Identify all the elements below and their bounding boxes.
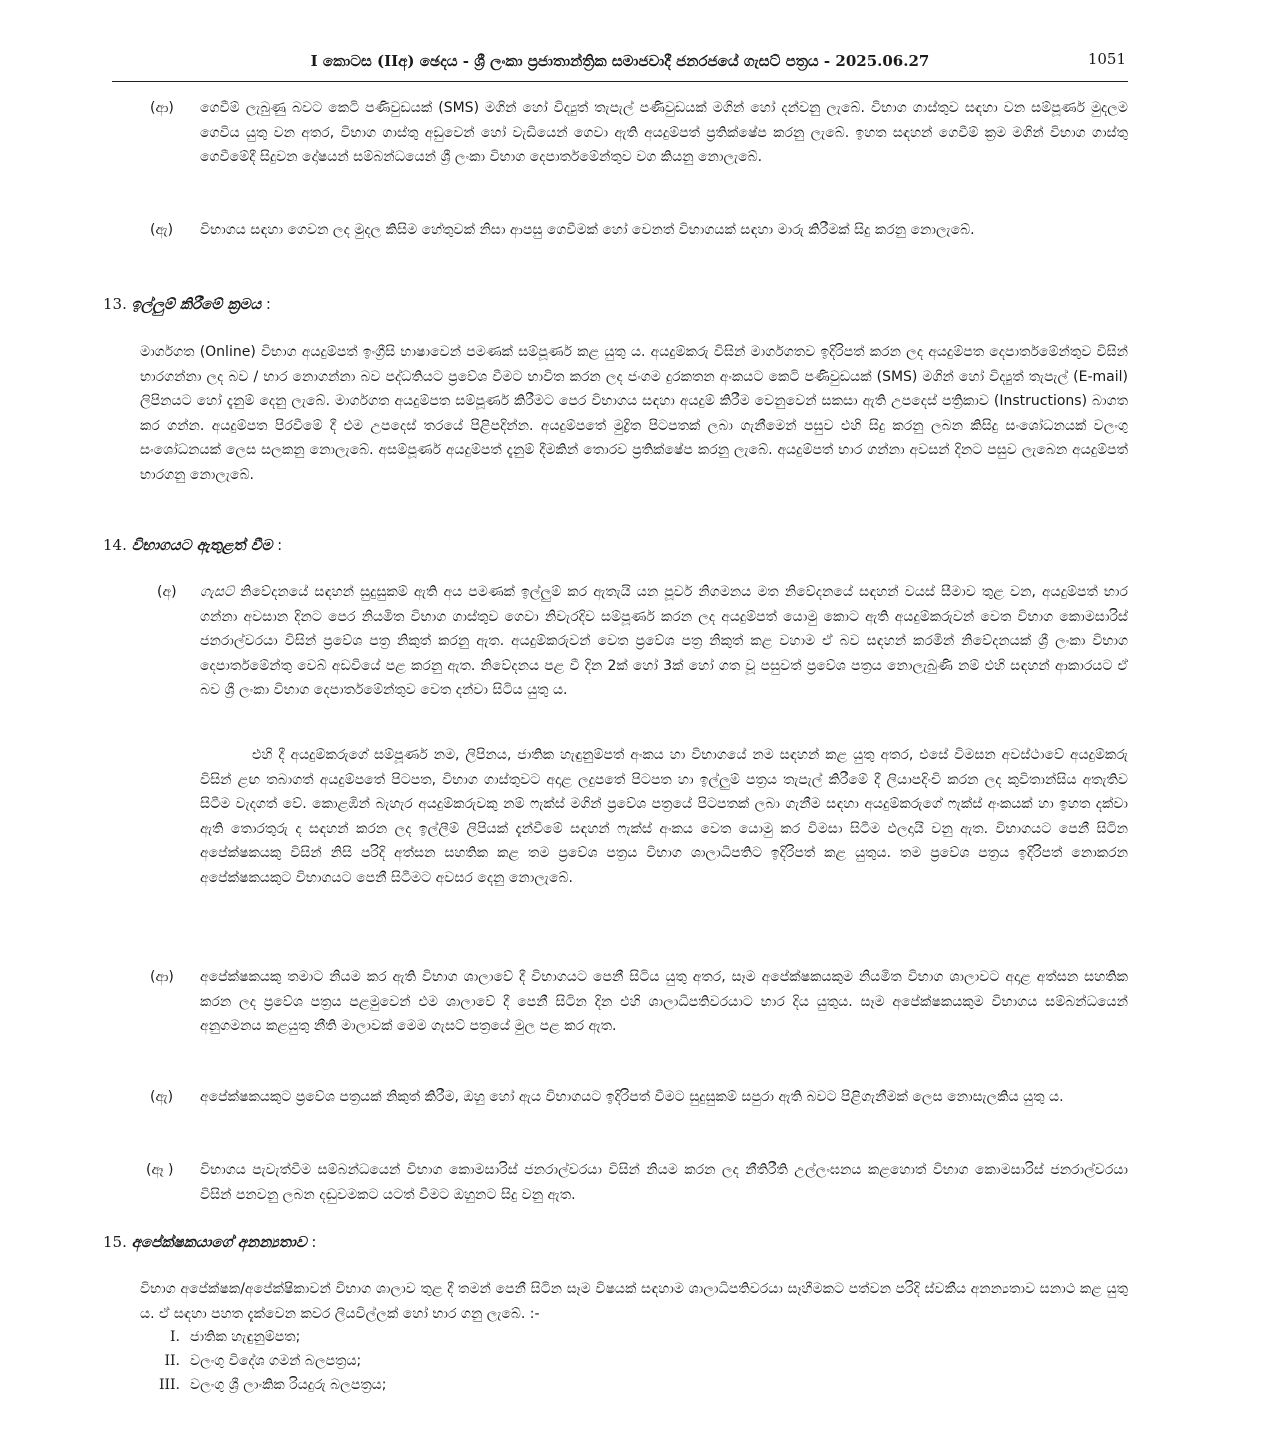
page-number: 1051 [1087, 50, 1126, 68]
section-suffix: : [272, 536, 283, 554]
item-marker: (ඇ) [150, 222, 174, 238]
section-suffix: : [261, 295, 271, 313]
section-title: අපේක්ෂකයාගේ අනන්‍යතාව [131, 1233, 307, 1251]
paragraph [200, 96, 1128, 170]
gazette-word: ගැසට් [200, 584, 241, 600]
section-suffix: : [306, 1233, 317, 1251]
section-title: ඉල්ලුම් කිරීමේ ක්‍රමය [131, 295, 262, 313]
section-15-heading [103, 1230, 316, 1254]
section-15-body [140, 1277, 1128, 1326]
list-text: වලංගු විදේශ ගමන් බලපත්‍රය; [190, 1353, 362, 1369]
item-marker: (ඇ) [150, 1089, 174, 1105]
paragraph-text: ගෙවීම් ලැබුණු බවට කෙටි පණිවුඩයක් (SMS) මගින් හෝ විද්‍යුත් තැපැල් පණිවුඩයක් මගින් හෝ දන්වනු ලැබේ. විභාග ගාස්තුව සඳහා වන සම්පූර්ණ මුදලම ගෙවිය යුතු වන අතර, විභාග ගාස්තු අඩුවෙන් හෝ වැඩියෙන් ගෙවා ඇති අයදුම්පත් ප්‍රතික්ෂේප කරනු ලැබේ. ඉහත සඳහන් ගෙවීම් ක්‍රම මගින් විභාග ගාස්තු ගෙවීමේදී සිදුවන දෝෂයන් සම්බන්ධයෙන් ශ්‍රී ලංකා විභාග දෙපාර්තමේන්තුව වග කියනු නොලැබේ. [200, 100, 1128, 166]
paragraph-text: විභාග අපේක්ෂක/අපේක්ෂිකාවන් විභාග ශාලාව තුළ දී තමන් පෙනී සිටින සෑම විෂයක් සඳහාම ශාලාධිපතිවරයා සෑහීමකට පත්වන පරිදි ස්වකීය අනන්‍යතාව සනාථ කළ යුතු ය. ඒ සඳහා පහත දැක්වෙන කවර ලියවිල්ලක් හෝ භාර ගනු ලැබේ. :- [140, 1281, 1128, 1322]
list-item [140, 1373, 640, 1397]
section-number: 13. [103, 295, 127, 313]
section-number: 14. [103, 536, 127, 554]
list-text: ජාතික හැඳුනුම්පත; [190, 1329, 301, 1345]
header-rule [112, 81, 1128, 82]
paragraph-text: නිවේදනයේ සඳහන් සුදුසුකම් ඇති අය පමණක් ඉල්ලුම් කර ඇතැයි යන පූර්ව නිගමනය මත නිවේදනයේ සඳහන් වයස් සීමාව තුළ වන, අයදුම්පත් භාර ගන්නා අවසාන දිනට පෙර නියමිත විභාග ගාස්තුව ගෙවා නිවැරදිව සම්පූර්ණ කරන ලද අයදුම්පත් යොමු කොට ඇති අයදුම්කරුවන් වෙත විභාග කොමසාරිස් ජනරාල්වරයා විසින් ප්‍රවේශ පත්‍ර නිකුත් කරනු ඇත. අයදුම්කරුවන් වෙත ප්‍රවේශ පත්‍ර නිකුත් කළ වහාම ඒ බව සඳහන් කරමින් නිවේදනයක් ශ්‍රී ලංකා විභාග දෙපාර්තමේන්තු වෙබ් අඩවියේ පළ කරනු ඇත. නිවේදනය පළ වී දින 2ක් හෝ 3ක් හෝ ගත වූ පසුවත් ප්‍රවේශ පත්‍රය නොලැබුණි නම් එහි සඳහන් ආකාරයට ඒ බව ශ්‍රී ලංකා විභාග දෙපාර්තමේන්තුව වෙත දන්වා සිටිය යුතු ය. [200, 584, 1128, 699]
list-numeral: II. [164, 1353, 180, 1369]
paragraph [200, 965, 1128, 1039]
paragraph-text: අපේක්ෂකයකුට ප්‍රවේශ පත්‍රයක් නිකුත් කිරීම, ඔහු හෝ ඇය විභාගයට ඉදිරිපත් වීමට සුදුසුකම් සපුරා ඇති බවට පිළිගැනීමක් ලෙස නොසැලකිය යුතු ය. [200, 1089, 1064, 1105]
list-item [140, 1349, 640, 1373]
paragraph [200, 580, 1128, 703]
section-14-heading [103, 533, 282, 557]
list-item [140, 1325, 640, 1349]
page-header [112, 50, 1128, 82]
paragraph-text: මාර්ගගත (Online) විභාග අයදුම්පත් ඉංග්‍රීසි භාෂාවෙන් පමණක් සම්පූර්ණ කළ යුතු ය. අයදුම්කරු විසින් මාර්ගගතව ඉදිරිපත් කරන ලද අයදුම්පත දෙපාර්තමේන්තුව විසින් භාරගන්නා ලද බව / භාර නොගන්නා බව පද්ධතියට ප්‍රවේශ වීමට භාවිත කරන ලද ජංගම දුරකතන අංකයට කෙටි පණිවුඩයක් (SMS) මගින් හෝ විද්‍යුත් තැපැල් (E-mail) ලිපිනයට හෝ දැනුම් දෙනු ලැබේ. මාර්ගගත අයදුම්පත සම්පූර්ණ කිරීමට පෙර විභාගය සඳහා අයදුම් කිරීම වෙනුවෙන් සකසා ඇති උපදෙස් පත්‍රිකාව (Instructions) බාගත කර ගන්න. අයදුම්පත පිරවීමේ දී එම උපදෙස් තරයේ පිළිපදින්න. අයදුම්පතේ මුද්‍රිත පිටපතක් ලබා ගැනීමෙන් පසුව එහි සිදු කරනු ලබන කිසිදු සංශෝධනයක් වලංගු සංශෝධනයක් ලෙස සලකනු නොලැබේ. අසම්පූර්ණ අයදුම්පත් දැනුම් දීමකින් තොරව ප්‍රතික්ෂේප කරනු ලැබේ. අයදුම්පත් භාර ගන්නා අවසන් දිනට පසුව ලැබෙන අයදුම්පත් භාරගනු නොලැබේ. [140, 344, 1128, 483]
paragraph [200, 218, 1128, 243]
item-marker: (අ) [157, 584, 177, 600]
paragraph [200, 1158, 1128, 1207]
paragraph [200, 1085, 1128, 1110]
paragraph [200, 743, 1128, 891]
paragraph-text: අපේක්ෂකයකු තමාට නියම කර ඇති විභාග ශාලාවේ දී විභාගයට පෙනී සිටිය යුතු අතර, සෑම අපේක්ෂකයකුම නියමිත විභාග ශාලාවට අදාළ අත්සන සහතික කරන ලද ප්‍රවේශ පත්‍රය පළමුවෙන් එම ශාලාවේ දී පෙනී සිටින දින එහි ශාලාධිපතිවරයාට භාර දිය යුතුය. සෑම අපේක්ෂකයකුම විභාගය සම්බන්ධයෙන් අනුගමනය කළයුතු නීති මාලාවක් මෙම ගැසට් පත්‍රයේ මුල පළ කර ඇත. [200, 969, 1128, 1035]
paragraph-text: විභාගය සඳහා ගෙවන ලද මුදල කිසිම හේතුවක් නිසා ආපසු ගෙවීමක් හෝ වෙනත් විභාගයක් සඳහා මාරු කිරීමක් සිදු කරනු නොලැබේ. [200, 222, 975, 238]
item-marker: (ඈ ) [146, 1162, 174, 1178]
header-title: I කොටස (IIඅ) ඡෙදය - ශ්‍රී ලංකා ප්‍රජාතාන්ත්‍රික සමාජවාදී ජනරජයේ ගැසට් පත්‍රය - 2025.06.27 [310, 52, 930, 70]
section-13-body [140, 340, 1128, 488]
paragraph-text: එහි දී අයදුම්කරුගේ සම්පූර්ණ නම, ලිපිනය, ජාතික හැඳුනුම්පත් අංකය හා විභාගයේ නම සඳහන් කළ යුතු අතර, එසේ විමසන අවස්ථාවේ අයදුම්කරු විසින් ළඟ තබාගත් අයදුම්පතේ පිටපත, විභාග ගාස්තුවට අදාළ ලදුපතේ පිටපත හා ඉල්ලුම් පත්‍රය තැපැල් කිරීමේ දී ලියාපදිංචි කරන ලද කුවිතාන්සිය අතැතිව සිටීම වැදගත් වේ. කොළඹින් බැහැර අයදුම්කරුවකු නම් ෆැක්ස් මගින් ප්‍රවේශ පත්‍රයේ පිටපතක් ලබා ගැනීම සඳහා අයදුම්කරුගේ ෆැක්ස් අංකයක් හා ඉහත දක්වා ඇති තොරතුරු ද සඳහන් කරන ලද ඉල්ලීම් ලිපියක් දැන්වීමේ සඳහන් ෆැක්ස් අංකය වෙත යොමු කර විමසා සිටීම ඵලදායි වනු ඇත. විභාගයට පෙනී සිටින අපේක්ෂකයකු විසින් නිසි පරිදි අත්සන සහතික කළ තම ප්‍රවේශ පත්‍රය විභාග ශාලාධිපතිට ඉදිරිපත් කළ යුතුය. තම ප්‍රවේශ පත්‍රය ඉදිරිපත් නොකරන අපේක්ෂකයකුට විභාගයට පෙනී සිටීමට අවසර දෙනු නොලැබේ. [200, 747, 1128, 886]
section-title: විභාගයට ඇතුළත් වීම [131, 536, 273, 554]
item-marker: (ආ) [150, 100, 174, 116]
section-number: 15. [103, 1233, 127, 1251]
item-marker: (ආ) [150, 969, 174, 985]
paragraph-text: විභාගය පැවැත්වීම සම්බන්ධයෙන් විභාග කොමසාරිස් ජනරාල්වරයා විසින් නියම කරන ලද නීතිරීති උල්ලංඝනය කළහොත් විභාග කොමසාරිස් ජනරාල්වරයා විසින් පනවනු ලබන දඬුවමකට යටත් වීමට ඔහුනට සිදු වනු ඇත. [200, 1162, 1128, 1203]
list-numeral: III. [158, 1377, 180, 1393]
section-13-heading [103, 292, 271, 316]
list-text: වලංගු ශ්‍රී ලාංකික රියදුරු බලපත්‍රය; [190, 1377, 387, 1393]
list-numeral: I. [170, 1329, 180, 1345]
